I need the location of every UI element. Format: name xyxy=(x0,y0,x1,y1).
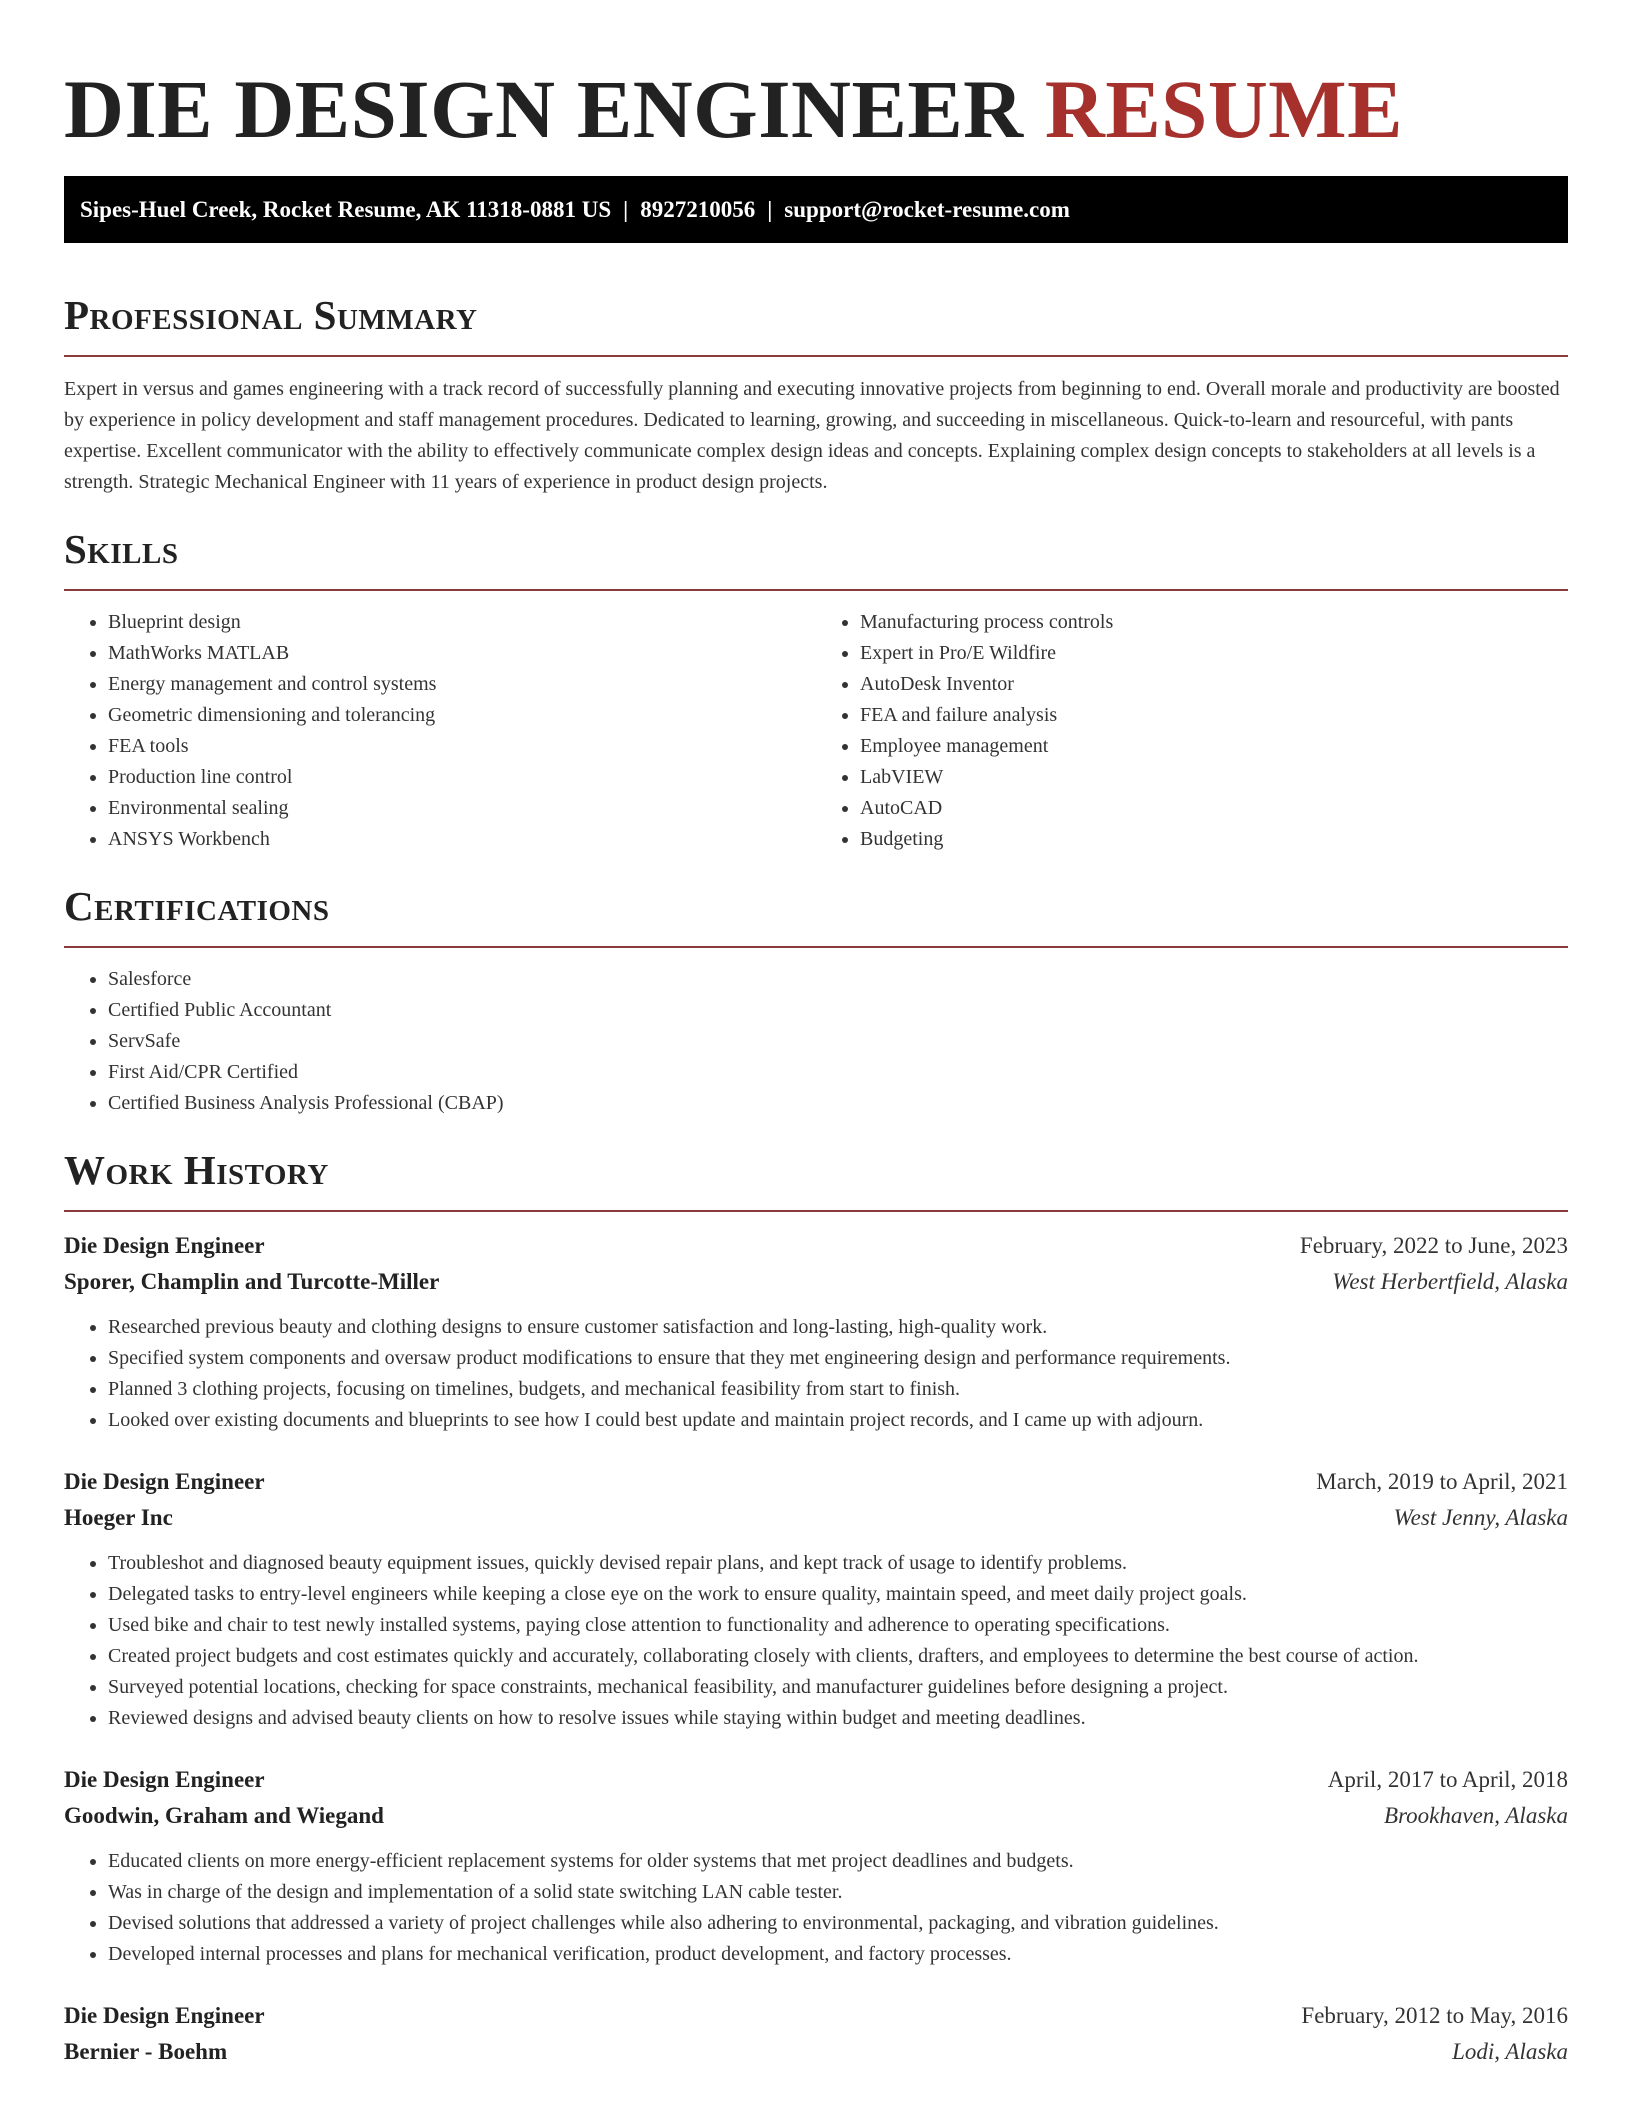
job-bullet: • Troubleshot and diagnosed beauty equipment issues, quickly devised repair plans, and kept track of usage to identify problems. xyxy=(108,1548,1568,1579)
certification-item: • ServSafe xyxy=(108,1026,1568,1057)
skill-item: • AutoCAD xyxy=(860,793,1568,824)
job-bullets xyxy=(64,1312,1568,1436)
certifications-list xyxy=(64,964,1568,1119)
certification-item: • First Aid/CPR Certified xyxy=(108,1057,1568,1088)
skill-item: • Energy management and control systems xyxy=(108,669,816,700)
job-company: Hoeger Inc xyxy=(64,1505,173,1530)
section-heading-work-history: Work History xyxy=(64,1147,329,1193)
contact-bar xyxy=(64,176,1568,243)
section-divider xyxy=(64,589,1568,591)
certifications-section xyxy=(64,881,1568,1119)
job-bullet: • Developed internal processes and plans for mechanical verification, product development, and factory processes. xyxy=(108,1939,1568,1970)
job-bullet: • Educated clients on more energy-efficient replacement systems for older systems that met project deadlines and budgets. xyxy=(108,1846,1568,1877)
job-header-row xyxy=(64,1464,1568,1500)
job-bullet: • Devised solutions that addressed a variety of project challenges while also adhering to environmental, packaging, and vibration guidelines. xyxy=(108,1908,1568,1939)
job-bullet: • Delegated tasks to entry-level engineers while keeping a close eye on the work to ensure quality, maintain speed, and meet daily project goals. xyxy=(108,1579,1568,1610)
job-entry xyxy=(64,1998,1568,2070)
skill-item: • Environmental sealing xyxy=(108,793,816,824)
summary-text: Expert in versus and games engineering with a track record of successfully planning and executing innovative projects from beginning to end. Overall morale and productivity are boosted by experience in policy development and staff management procedures. Dedicated to learning, growing, and succeeding in miscellaneous. Quick-to-learn and resourceful, with pants expertise. Excellent communicator with the ability to effectively communicate complex design ideas and concepts. Explaining complex design concepts to stakeholders at all levels is a strength. Strategic Mechanical Engineer with 11 years of experience in product design projects. xyxy=(64,378,1560,493)
contact-separator: | xyxy=(623,197,629,222)
contact-address: Sipes-Huel Creek, Rocket Resume, AK 11318-0881 US xyxy=(80,197,612,222)
section-heading-summary: Professional Summary xyxy=(64,292,478,338)
job-company: Sporer, Champlin and Turcotte-Miller xyxy=(64,1269,440,1294)
job-company-row xyxy=(64,1264,1568,1300)
job-bullet: • Reviewed designs and advised beauty clients on how to resolve issues while staying within budget and meeting deadlines. xyxy=(108,1703,1568,1734)
title-main: DIE DESIGN ENGINEER xyxy=(64,63,1024,155)
job-company-row xyxy=(64,2034,1568,2070)
contact-separator: | xyxy=(767,197,773,222)
job-bullet: • Planned 3 clothing projects, focusing on timelines, budgets, and mechanical feasibility from start to finish. xyxy=(108,1374,1568,1405)
skills-list-left xyxy=(64,607,816,855)
skill-item: • MathWorks MATLAB xyxy=(108,638,816,669)
section-divider xyxy=(64,355,1568,357)
job-company-row xyxy=(64,1798,1568,1834)
job-bullet: • Researched previous beauty and clothing designs to ensure customer satisfaction and long-lasting, high-quality work. xyxy=(108,1312,1568,1343)
certification-item: • Salesforce xyxy=(108,964,1568,995)
job-title: Die Design Engineer xyxy=(64,2003,265,2028)
job-entry xyxy=(64,1464,1568,1734)
skill-item: • ANSYS Workbench xyxy=(108,824,816,855)
skills-section xyxy=(64,524,1568,855)
skill-item: • FEA tools xyxy=(108,731,816,762)
contact-email[interactable]: support@rocket-resume.com xyxy=(784,197,1070,222)
contact-phone: 8927210056 xyxy=(640,197,756,222)
job-company: Bernier - Boehm xyxy=(64,2039,228,2064)
job-title: Die Design Engineer xyxy=(64,1233,265,1258)
skill-item: • Manufacturing process controls xyxy=(860,607,1568,638)
job-dates: February, 2022 to June, 2023 xyxy=(1299,1233,1568,1258)
skills-list-right xyxy=(816,607,1568,855)
job-header-row xyxy=(64,1228,1568,1264)
section-divider xyxy=(64,1210,1568,1212)
job-location: Lodi, Alaska xyxy=(1452,2039,1568,2064)
job-bullet: • Specified system components and oversaw product modifications to ensure that they met engineering design and performance requirements. xyxy=(108,1343,1568,1374)
section-heading-certifications: Certifications xyxy=(64,883,330,929)
skill-item: • AutoDesk Inventor xyxy=(860,669,1568,700)
skill-item: • FEA and failure analysis xyxy=(860,700,1568,731)
job-title: Die Design Engineer xyxy=(64,1767,265,1792)
skill-item: • Employee management xyxy=(860,731,1568,762)
certification-item: • Certified Public Accountant xyxy=(108,995,1568,1026)
job-company: Goodwin, Graham and Wiegand xyxy=(64,1803,384,1828)
job-entry xyxy=(64,1228,1568,1436)
job-dates: March, 2019 to April, 2021 xyxy=(1316,1469,1568,1494)
job-location: Brookhaven, Alaska xyxy=(1384,1803,1568,1828)
job-location: West Jenny, Alaska xyxy=(1393,1505,1568,1530)
job-bullet: • Created project budgets and cost estimates quickly and accurately, collaborating closely with clients, drafters, and employees to determine the best course of action. xyxy=(108,1641,1568,1672)
job-company-row xyxy=(64,1500,1568,1536)
job-bullet: • Used bike and chair to test newly installed systems, paying close attention to functionality and adherence to operating specifications. xyxy=(108,1610,1568,1641)
job-bullet: • Was in charge of the design and implementation of a solid state switching LAN cable tester. xyxy=(108,1877,1568,1908)
job-dates: February, 2012 to May, 2016 xyxy=(1301,2003,1568,2028)
job-header-row xyxy=(64,1762,1568,1798)
job-bullet: • Looked over existing documents and blueprints to see how I could best update and maintain project records, and I came up with adjourn. xyxy=(108,1405,1568,1436)
job-title: Die Design Engineer xyxy=(64,1469,265,1494)
job-entry xyxy=(64,1762,1568,1970)
job-header-row xyxy=(64,1998,1568,2034)
job-dates: April, 2017 to April, 2018 xyxy=(1327,1767,1568,1792)
job-location: West Herbertfield, Alaska xyxy=(1332,1269,1568,1294)
skill-item: • Geometric dimensioning and tolerancing xyxy=(108,700,816,731)
skill-item: • Expert in Pro/E Wildfire xyxy=(860,638,1568,669)
title-accent: RESUME xyxy=(1044,63,1403,155)
job-bullets xyxy=(64,1846,1568,1970)
section-divider xyxy=(64,946,1568,948)
job-bullet: • Surveyed potential locations, checking for space constraints, mechanical feasibility, and manufacturer guidelines before designing a project. xyxy=(108,1672,1568,1703)
skill-item: • Budgeting xyxy=(860,824,1568,855)
skill-item: • Blueprint design xyxy=(108,607,816,638)
skill-item: • Production line control xyxy=(108,762,816,793)
section-heading-skills: Skills xyxy=(64,526,179,572)
work-history-section xyxy=(64,1145,1568,2070)
resume-title xyxy=(64,0,1568,160)
certification-item: • Certified Business Analysis Professional (CBAP) xyxy=(108,1088,1568,1119)
skills-columns xyxy=(64,607,1568,855)
skill-item: • LabVIEW xyxy=(860,762,1568,793)
summary-section xyxy=(64,290,1568,498)
job-bullets xyxy=(64,1548,1568,1734)
